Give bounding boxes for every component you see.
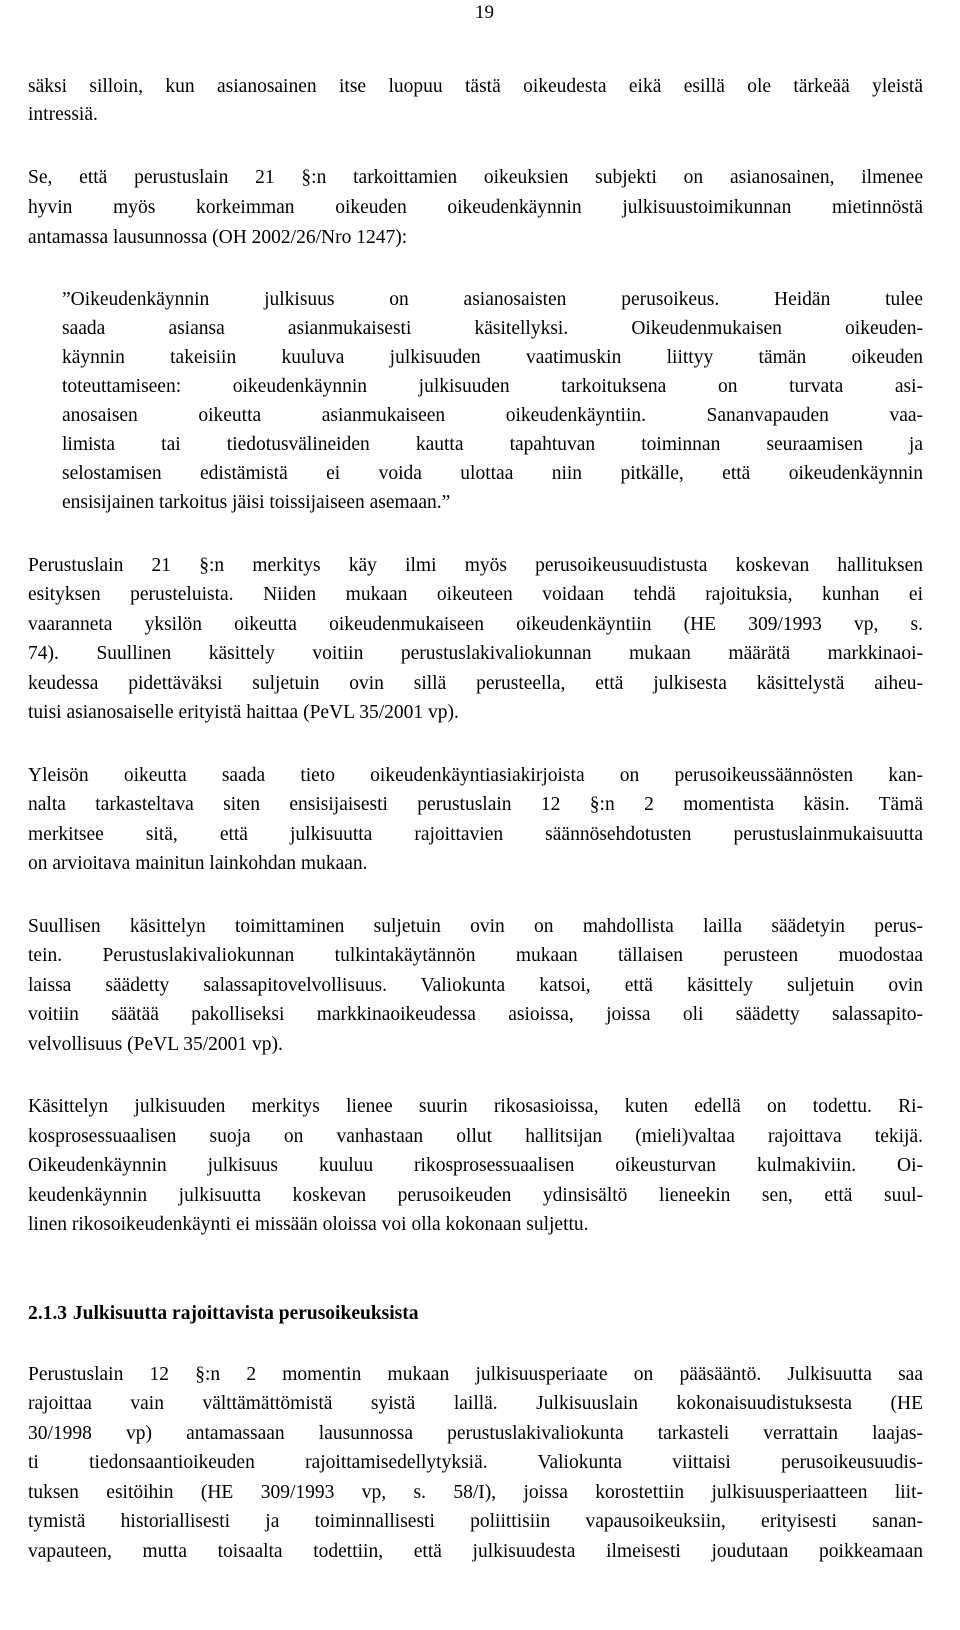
text-line: Oikeudenkäynnin julkisuus kuuluu rikosprosessuaalisen oikeusturvan kulmakiviin. Oi- [28, 1155, 923, 1176]
text-line: hyvin myös korkeimman oikeuden oikeudenkäynnin julkisuustoimikunnan mietinnöstä [28, 197, 923, 218]
text-line: Käsittelyn julkisuuden merkitys lienee suurin rikosasioissa, kuten edellä on todettu. Ri- [28, 1096, 923, 1117]
text-line: ti tiedonsaantioikeuden rajoittamisedellytyksiä. Valiokunta viittaisi perusoikeusuudis- [28, 1452, 923, 1473]
quote-line: ”Oikeudenkäynnin julkisuus on asianosaisten perusoikeus. Heidän tulee [62, 289, 923, 310]
text-line: linen rikosoikeudenkäynti ei missään oloissa voi olla kokonaan suljettu. [28, 1214, 589, 1235]
text-line: Suullisen käsittelyn toimittaminen suljetuin ovin on mahdollista lailla säädetyin perus- [28, 916, 923, 937]
quote-line: selostamisen edistämistä ei voida ulottaa niin pitkälle, että oikeudenkäynnin [62, 463, 923, 484]
quote-line: limista tai tiedotusvälineiden kautta tapahtuvan toiminnan seuraamisen ja [62, 434, 923, 455]
text-line: nalta tarkasteltava siten ensisijaisesti perustuslain 12 §:n 2 momentista käsin. Tämä [28, 794, 923, 815]
text-line: laissa säädetty salassapitovelvollisuus. Valiokunta katsoi, että käsittely suljetuin ovin [28, 975, 923, 996]
text-line: merkitsee sitä, että julkisuutta rajoittavien säännösehdotusten perustuslainmukaisuutta [28, 824, 923, 845]
text-line: kosprosessuaalisen suoja on vanhastaan ollut hallitsijan (mieli)valtaa rajoittava tekijä. [28, 1126, 923, 1147]
text-line: tymistä historiallisesti ja toiminnallisesti poliittisiin vapausoikeuksiin, erityisesti sanan- [28, 1511, 923, 1532]
text-line: Perustuslain 21 §:n merkitys käy ilmi myös perusoikeusuudistusta koskevan hallituksen [28, 555, 923, 576]
section-title: Julkisuutta rajoittavista perusoikeuksista [72, 1303, 419, 1324]
quote-line: anosaisen oikeutta asianmukaiseen oikeudenkäyntiin. Sananvapauden vaa- [62, 405, 923, 426]
quote-line: ensisijainen tarkoitus jäisi toissijaiseen asemaan.” [62, 492, 451, 513]
text-line: tuisi asianosaiselle erityistä haittaa (PeVL 35/2001 vp). [28, 702, 459, 723]
text-line: 30/1998 vp) antamassaan lausunnossa perustuslakivaliokunta tarkasteli verrattain laajas- [28, 1423, 923, 1444]
quote-line: toteuttamiseen: oikeudenkäynnin julkisuuden tarkoituksena on turvata asi- [62, 376, 923, 397]
quote-line: saada asiansa asianmukaisesti käsitellyksi. Oikeudenmukaisen oikeuden- [62, 318, 923, 339]
text-line: esityksen perusteluista. Niiden mukaan oikeuteen voidaan tehdä rajoituksia, kunhan ei [28, 584, 923, 605]
section-number: 2.1.3 [28, 1303, 67, 1324]
text-line: Perustuslain 12 §:n 2 momentin mukaan julkisuusperiaate on pääsääntö. Julkisuutta saa [28, 1364, 923, 1385]
text-line: 74). Suullinen käsittely voitiin perustuslakivaliokunnan mukaan määrätä markkinaoi- [28, 643, 923, 664]
text-line: velvollisuus (PeVL 35/2001 vp). [28, 1034, 283, 1055]
page-number: 19 [475, 2, 494, 23]
text-line: vapauteen, mutta toisaalta todettiin, että julkisuudesta ilmeisesti joudutaan poikkeamaan [28, 1541, 923, 1562]
text-line: Se, että perustuslain 21 §:n tarkoittamien oikeuksien subjekti on asianosainen, ilmenee [28, 167, 923, 188]
text-line: voitiin säätää pakolliseksi markkinaoikeudessa asioissa, joissa oli säädetty salassapito- [28, 1004, 923, 1025]
text-line: on arvioitava mainitun lainkohdan mukaan. [28, 853, 368, 874]
text-line: antamassa lausunnossa (OH 2002/26/Nro 1247): [28, 227, 408, 248]
section-heading [28, 1303, 419, 1325]
text-line: rajoittaa vain välttämättömistä syistä laillä. Julkisuuslain kokonaisuudistuksesta (HE [28, 1393, 923, 1414]
quote-line: käynnin takeisiin kuuluva julkisuuden vaatimuskin liittyy tämän oikeuden [62, 347, 923, 368]
text-line: keudenkäynnin julkisuutta koskevan perusoikeuden ydinsisältö lieneekin sen, että suul- [28, 1185, 923, 1206]
text-line: säksi silloin, kun asianosainen itse luopuu tästä oikeudesta eikä esillä ole tärkeää yleistä [28, 76, 923, 97]
text-line: intressiä. [28, 104, 98, 125]
text-line: vaaranneta yksilön oikeutta oikeudenmukaiseen oikeudenkäyntiin (HE 309/1993 vp, s. [28, 614, 923, 635]
text-line: tuksen esitöihin (HE 309/1993 vp, s. 58/I), joissa korostettiin julkisuusperiaatteen liit- [28, 1482, 923, 1503]
text-line: tein. Perustuslakivaliokunnan tulkintakäytännön mukaan tällaisen perusteen muodostaa [28, 945, 923, 966]
text-line: Yleisön oikeutta saada tieto oikeudenkäyntiasiakirjoista on perusoikeussäännösten kan- [28, 765, 923, 786]
text-line: keudessa pidettäväksi suljetuin ovin sillä perusteella, että julkisesta käsittelystä aiheu- [28, 673, 923, 694]
